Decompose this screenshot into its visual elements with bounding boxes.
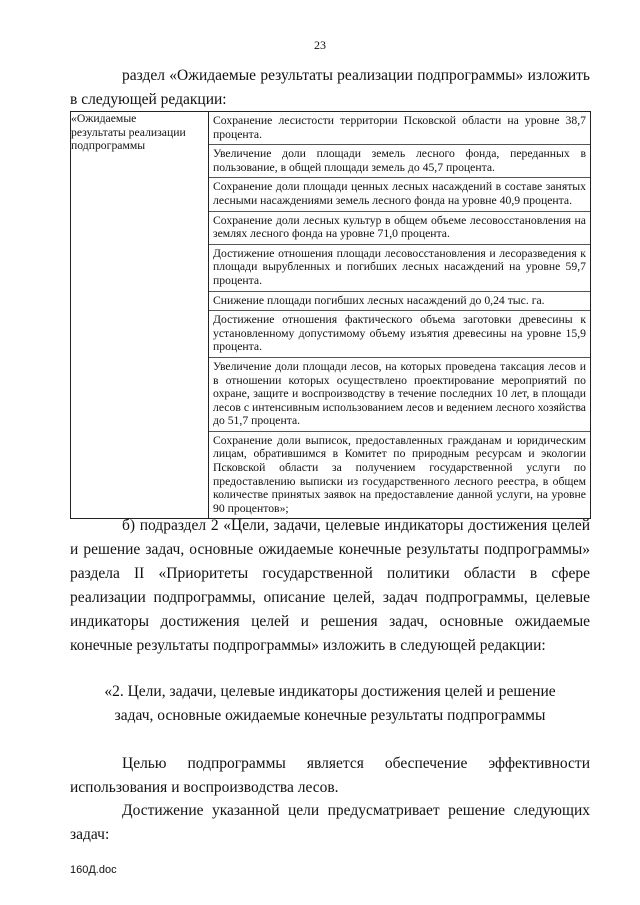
table-results-cell xyxy=(209,112,591,519)
intro-paragraph: раздел «Ожидаемые результаты реализации подпрограммы» изложить в следующей редакции: xyxy=(70,67,590,108)
section-heading-line-1: «2. Цели, задачи, целевые индикаторы достижения целей и решение xyxy=(104,683,556,700)
result-item: Сохранение доли площади ценных лесных насаждений в составе занятых лесными насаждениями земель лесного фонда на уровне 40,9 процента. xyxy=(209,178,590,211)
result-item: Увеличение доли площади лесов, на которых проведена таксация лесов и в отношении которых осуществлено проектирование мероприятий по охране, защите и воспроизводству в течение последних 10 лет, в площади лесов с интенсивным использованием лесов и ведением лесного хозяйства до 51,7 процента. xyxy=(209,358,590,432)
paragraph-b: б) подраздел 2 «Цели, задачи, целевые индикаторы достижения целей и решение задач, основные ожидаемые конечные результаты подпрограммы» раздела II «Приоритеты государственной политики области в сфере реализации подпрограммы, описание целей, задач подпрограммы, целевые индикаторы достижения целей и решения задач, основные ожидаемые конечные результаты подпрограммы» изложить в следующей редакции: xyxy=(70,517,590,654)
table-row xyxy=(71,112,591,519)
result-item: Увеличение доли площади земель лесного фонда, переданных в пользование, в общей площади земель до 45,7 процента. xyxy=(209,145,590,178)
tasks-paragraph: Достижение указанной цели предусматривает решение следующих задач: xyxy=(70,802,590,843)
result-item: Достижение отношения фактического объема заготовки древесины к установленному допустимому объему изъятия древесины на уровне 15,9 процента. xyxy=(209,311,590,358)
table-label: «Ожидаемые результаты реализации подпрограммы xyxy=(71,112,186,153)
result-item: Сохранение лесистости территории Псковской области на уровне 38,7 процента. xyxy=(209,112,590,145)
goal-paragraph: Целью подпрограммы является обеспечение эффективности использования и воспроизводства лесов. xyxy=(70,755,590,796)
page-number: 23 xyxy=(314,38,326,52)
result-item: Достижение отношения площади лесовосстановления и лесоразведения к площади вырубленных и погибших лесных насаждений на уровне 59,7 процента. xyxy=(209,245,590,292)
result-item: Сохранение доли выписок, предоставленных гражданам и юридическим лицам, обратившимся в Комитет по природным ресурсам и экологии Псковской области за получением государственной услуги по предоставлению выписки из государственного лесного реестра, в общем количестве принятых заявок на предоставление данной услуги, на уровне 90 процентов»; xyxy=(213,433,586,515)
document-filename: 160Д.doc xyxy=(70,864,117,876)
table-label-cell xyxy=(71,112,209,519)
result-item: Сохранение доли лесных культур в общем объеме лесовосстановления на землях лесного фонда на уровне 71,0 процента. xyxy=(209,212,590,245)
expected-results-table xyxy=(70,111,591,519)
result-item: Снижение площади погибших лесных насаждений до 0,24 тыс. га. xyxy=(209,292,590,312)
section-heading-line-2: задач, основные ожидаемые конечные результаты подпрограммы xyxy=(114,707,546,724)
